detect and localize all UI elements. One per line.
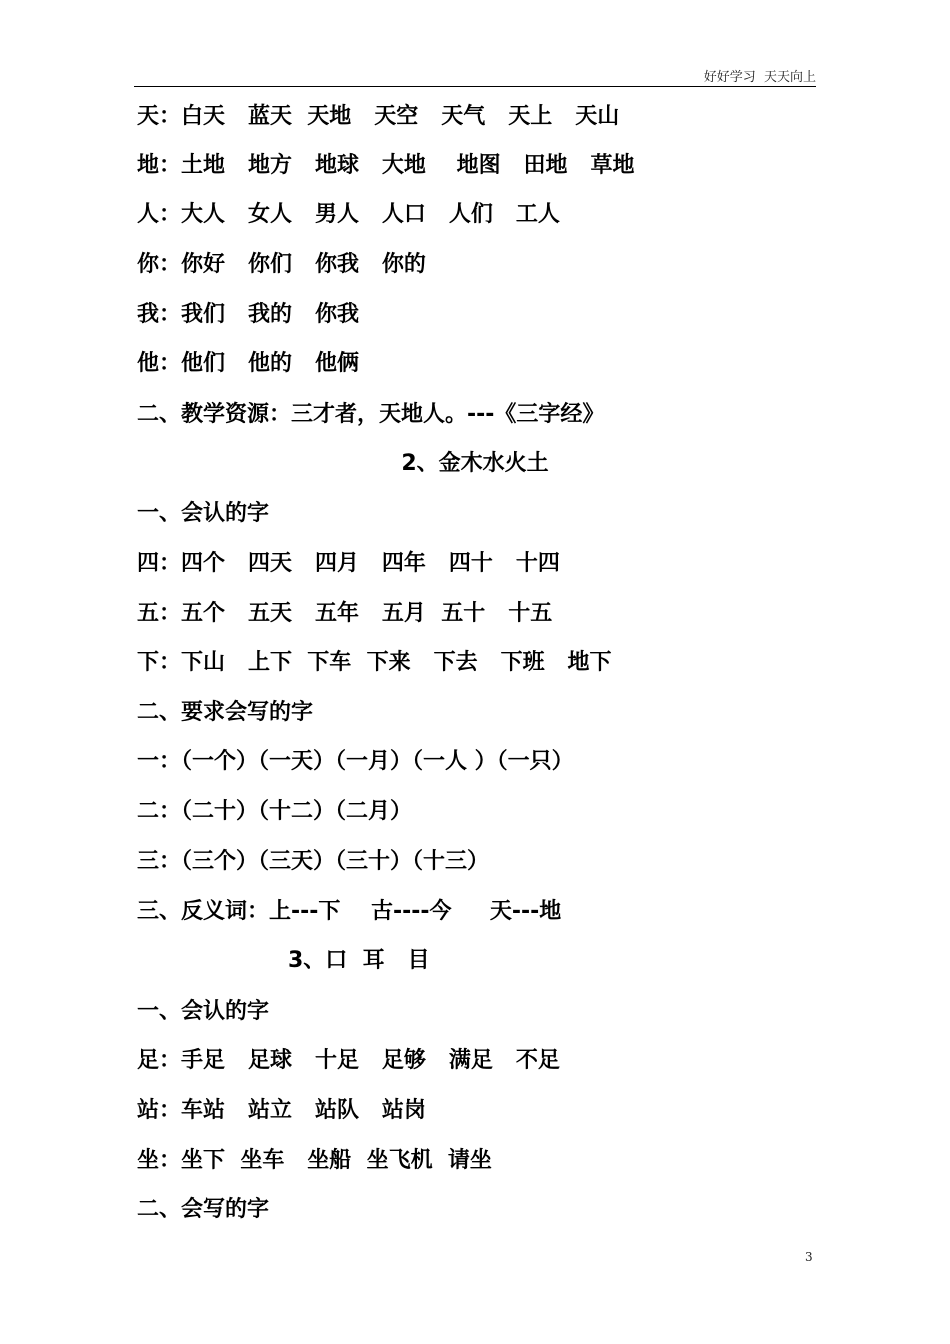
section-heading-write: 二、要求会写的字 [137, 700, 314, 725]
lesson-title-3: 3、口 耳 目 [288, 948, 430, 973]
page-number: 3 [805, 1250, 813, 1264]
vocab-line-ta: 他：他们 他的 他俩 [137, 351, 359, 376]
vocab-line-si: 四：四个 四天 四月 四年 四十 十四 [137, 551, 560, 576]
vocab-line-wo: 我：我们 我的 你我 [137, 302, 359, 327]
vocab-line-xia: 下：下山 上下 下车 下来 下去 下班 地下 [137, 650, 612, 675]
page-header: 好好学习 天天向上 [703, 70, 816, 85]
writing-line-san: 三：（三个）（三天）（三十）（十三） [137, 849, 490, 874]
writing-line-er: 二：（二十）（十二）（二月） [137, 799, 413, 824]
section-heading-recognize-2: 一、会认的字 [137, 999, 270, 1024]
header-divider [134, 86, 816, 87]
antonyms-line: 三、反义词：上---下 古----今 天---地 [137, 899, 562, 924]
vocab-line-tian: 天：白天 蓝天 天地 天空 天气 天上 天山 [137, 104, 620, 129]
vocab-line-zuo: 坐：坐下 坐车 坐船 坐飞机 请坐 [137, 1148, 492, 1173]
teaching-resource-line: 二、教学资源：三才者，天地人。---《三字经》 [137, 402, 605, 427]
vocab-line-wu: 五：五个 五天 五年 五月 五十 十五 [137, 601, 553, 626]
writing-line-yi: 一：（一个）（一天）（一月）（一人 ）（一只） [137, 749, 574, 774]
section-heading-recognize: 一、会认的字 [137, 501, 270, 526]
section-heading-write-2: 二、会写的字 [137, 1197, 270, 1222]
lesson-title-2: 2、金木水火土 [401, 451, 549, 476]
vocab-line-di: 地：土地 地方 地球 大地 地图 田地 草地 [137, 153, 635, 178]
vocab-line-ren: 人：大人 女人 男人 人口 人们 工人 [137, 202, 560, 227]
vocab-line-zhan: 站：车站 站立 站队 站岗 [137, 1098, 426, 1123]
vocab-line-ni: 你：你好 你们 你我 你的 [137, 252, 426, 277]
vocab-line-zu: 足：手足 足球 十足 足够 满足 不足 [137, 1048, 560, 1073]
